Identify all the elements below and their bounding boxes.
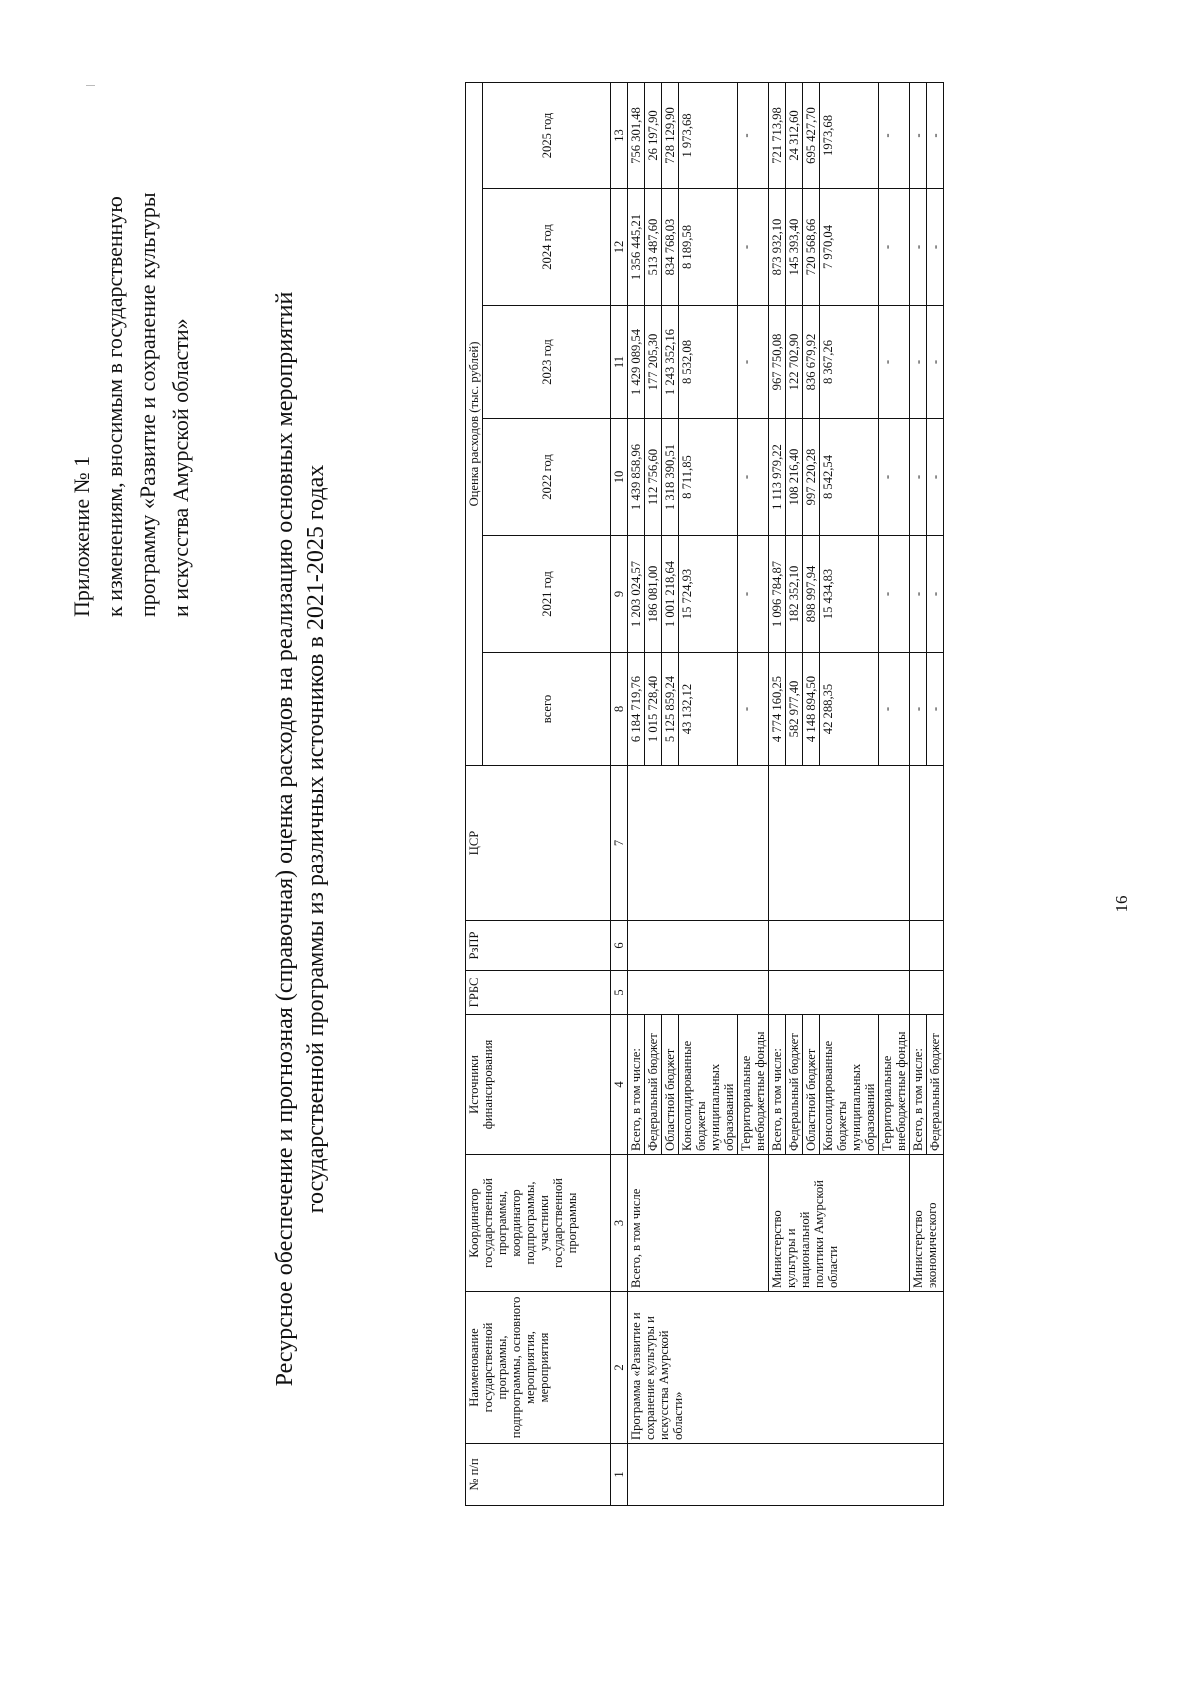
value-cell: 1 318 390,51 — [662, 419, 679, 536]
table-body — [628, 82, 944, 1505]
value-cell: 721 713,98 — [769, 82, 786, 188]
value-cell: 967 750,08 — [769, 306, 786, 419]
approval-note — [65, 97, 197, 617]
value-cell: - — [910, 419, 927, 536]
source-cell: Консолидированные бюджеты муниципальных образований — [679, 1015, 738, 1155]
title-line: Ресурсное обеспечение и прогнозная (справочная) оценка расходов на реализацию основных мероприятий — [272, 291, 298, 1387]
header-2023: 2023 год — [483, 306, 611, 419]
value-cell: 8 367,26 — [820, 306, 879, 419]
value-cell: 42 288,35 — [820, 653, 879, 766]
value-cell: 26 197,90 — [645, 82, 662, 188]
value-cell: 1 429 089,54 — [628, 306, 645, 419]
csr-cell — [910, 766, 944, 921]
value-cell: - — [927, 653, 944, 766]
header-sources: Источники финансирования — [466, 1015, 611, 1155]
value-cell: 8 711,85 — [679, 419, 738, 536]
header-2025: 2025 год — [483, 82, 611, 188]
value-cell: - — [738, 306, 769, 419]
approval-line: программу «Развитие и сохранение культуры — [135, 192, 160, 617]
col-number: 7 — [611, 766, 628, 921]
rzpr-cell — [910, 921, 944, 971]
value-cell: 720 568,66 — [803, 189, 820, 306]
col-number: 13 — [611, 82, 628, 188]
table-row — [628, 82, 645, 1505]
source-cell: Федеральный бюджет — [645, 1015, 662, 1155]
header-total: всего — [483, 653, 611, 766]
value-cell: - — [738, 653, 769, 766]
value-cell: - — [910, 189, 927, 306]
value-cell: 5 125 859,24 — [662, 653, 679, 766]
value-cell: 1 439 858,96 — [628, 419, 645, 536]
page-number: 16 — [1112, 895, 1131, 913]
value-cell: - — [927, 419, 944, 536]
source-cell: Областной бюджет — [662, 1015, 679, 1155]
value-cell: - — [879, 653, 910, 766]
value-cell: - — [738, 419, 769, 536]
value-cell: 4 774 160,25 — [769, 653, 786, 766]
document-title — [270, 159, 332, 1519]
value-cell: 836 679,92 — [803, 306, 820, 419]
header-grbs: ГРБС — [466, 971, 611, 1015]
header-rzpr: РзПР — [466, 921, 611, 971]
value-cell: 1 096 784,87 — [769, 536, 786, 653]
source-cell: Всего, в том числе: — [628, 1015, 645, 1155]
col-number: 6 — [611, 921, 628, 971]
value-cell: - — [927, 82, 944, 188]
value-cell: 186 081,00 — [645, 536, 662, 653]
col-number: 4 — [611, 1015, 628, 1155]
value-cell: 997 220,28 — [803, 419, 820, 536]
value-cell: 1973,68 — [820, 82, 879, 188]
value-cell: 177 205,30 — [645, 306, 662, 419]
value-cell: 1 203 024,57 — [628, 536, 645, 653]
value-cell: 15 724,93 — [679, 536, 738, 653]
value-cell: - — [879, 189, 910, 306]
grbs-cell — [769, 971, 910, 1015]
value-cell: - — [927, 189, 944, 306]
value-cell: - — [910, 536, 927, 653]
col-number: 12 — [611, 189, 628, 306]
value-cell: - — [738, 189, 769, 306]
csr-cell — [769, 766, 910, 921]
program-name: Программа «Развитие и сохранение культуры и искусства Амурской области» — [628, 1292, 944, 1444]
approval-line: к изменениям, вносимым в государственную — [102, 196, 127, 617]
value-cell: 15 434,83 — [820, 536, 879, 653]
value-cell: 873 932,10 — [769, 189, 786, 306]
value-cell: - — [738, 536, 769, 653]
value-cell: - — [879, 536, 910, 653]
coordinator-cell: Всего, в том числе — [628, 1155, 769, 1292]
value-cell: 145 393,40 — [786, 189, 803, 306]
value-cell: - — [910, 82, 927, 188]
value-cell: - — [910, 306, 927, 419]
source-cell: Консолидированные бюджеты муниципальных образований — [820, 1015, 879, 1155]
grbs-cell — [628, 971, 769, 1015]
value-cell: 898 997,94 — [803, 536, 820, 653]
coordinator-cell: Министерство экономического — [910, 1155, 944, 1292]
value-cell: 1 243 352,16 — [662, 306, 679, 419]
value-cell: 6 184 719,76 — [628, 653, 645, 766]
value-cell: - — [738, 82, 769, 188]
col-number: 8 — [611, 653, 628, 766]
col-number: 2 — [611, 1292, 628, 1444]
source-cell: Территориальные внебюджетные фонды — [879, 1015, 910, 1155]
source-cell: Территориальные внебюджетные фонды — [738, 1015, 769, 1155]
resource-table — [465, 82, 944, 1506]
value-cell: 695 427,70 — [803, 82, 820, 188]
csr-cell — [628, 766, 769, 921]
value-cell: 108 216,40 — [786, 419, 803, 536]
source-cell: Всего, в том числе: — [910, 1015, 927, 1155]
header-2024: 2024 год — [483, 189, 611, 306]
value-cell: 8 542,54 — [820, 419, 879, 536]
value-cell: 8 189,58 — [679, 189, 738, 306]
value-cell: - — [927, 306, 944, 419]
value-cell: 513 487,60 — [645, 189, 662, 306]
value-cell: 112 756,60 — [645, 419, 662, 536]
value-cell: - — [879, 419, 910, 536]
value-cell: 728 129,90 — [662, 82, 679, 188]
header-estimate: Оценка расходов (тыс. рублей) — [466, 82, 483, 765]
value-cell: 1 015 728,40 — [645, 653, 662, 766]
header-csr: ЦСР — [466, 766, 611, 921]
value-cell: 7 970,04 — [820, 189, 879, 306]
value-cell: 43 132,12 — [679, 653, 738, 766]
header-2022: 2022 год — [483, 419, 611, 536]
value-cell: 8 532,08 — [679, 306, 738, 419]
col-number: 10 — [611, 419, 628, 536]
header-num: № п/п — [466, 1444, 611, 1506]
source-cell: Федеральный бюджет — [927, 1015, 944, 1155]
value-cell: 24 312,60 — [786, 82, 803, 188]
value-cell: - — [910, 653, 927, 766]
value-cell: 582 977,40 — [786, 653, 803, 766]
col-number: 3 — [611, 1155, 628, 1292]
column-number-row — [611, 82, 628, 1505]
col-number: 5 — [611, 971, 628, 1015]
header-coordinator: Координатор государственной программы, координатор подпрограммы, участники государственной программы — [466, 1155, 611, 1292]
value-cell: 4 148 894,50 — [803, 653, 820, 766]
value-cell: 182 352,10 — [786, 536, 803, 653]
source-cell: Областной бюджет — [803, 1015, 820, 1155]
title-line: государственной программы из различных источников в 2021-2025 годах — [303, 464, 329, 1214]
value-cell: - — [879, 306, 910, 419]
value-cell: 1 113 979,22 — [769, 419, 786, 536]
rzpr-cell — [628, 921, 769, 971]
rzpr-cell — [769, 921, 910, 971]
approval-line: и искусства Амурской области» — [168, 318, 193, 617]
col-number: 1 — [611, 1444, 628, 1506]
source-cell: Всего, в том числе: — [769, 1015, 786, 1155]
value-cell: 1 356 445,21 — [628, 189, 645, 306]
value-cell: 1 973,68 — [679, 82, 738, 188]
value-cell: - — [879, 82, 910, 188]
approval-line: Приложение № 1 — [69, 455, 94, 617]
col-number: 9 — [611, 536, 628, 653]
grbs-cell — [910, 971, 944, 1015]
source-cell: Федеральный бюджет — [786, 1015, 803, 1155]
coordinator-cell: Министерство культуры и национальной политики Амурской области — [769, 1155, 910, 1292]
row-num-cell — [628, 1444, 944, 1506]
header-2021: 2021 год — [483, 536, 611, 653]
value-cell: 122 702,90 — [786, 306, 803, 419]
header-name: Наименование государственной программы, подпрограммы, основного мероприятия, мероприятия — [466, 1292, 611, 1444]
col-number: 11 — [611, 306, 628, 419]
value-cell: - — [927, 536, 944, 653]
value-cell: 834 768,03 — [662, 189, 679, 306]
value-cell: 1 001 218,64 — [662, 536, 679, 653]
scan-mark — [86, 85, 95, 86]
value-cell: 756 301,48 — [628, 82, 645, 188]
